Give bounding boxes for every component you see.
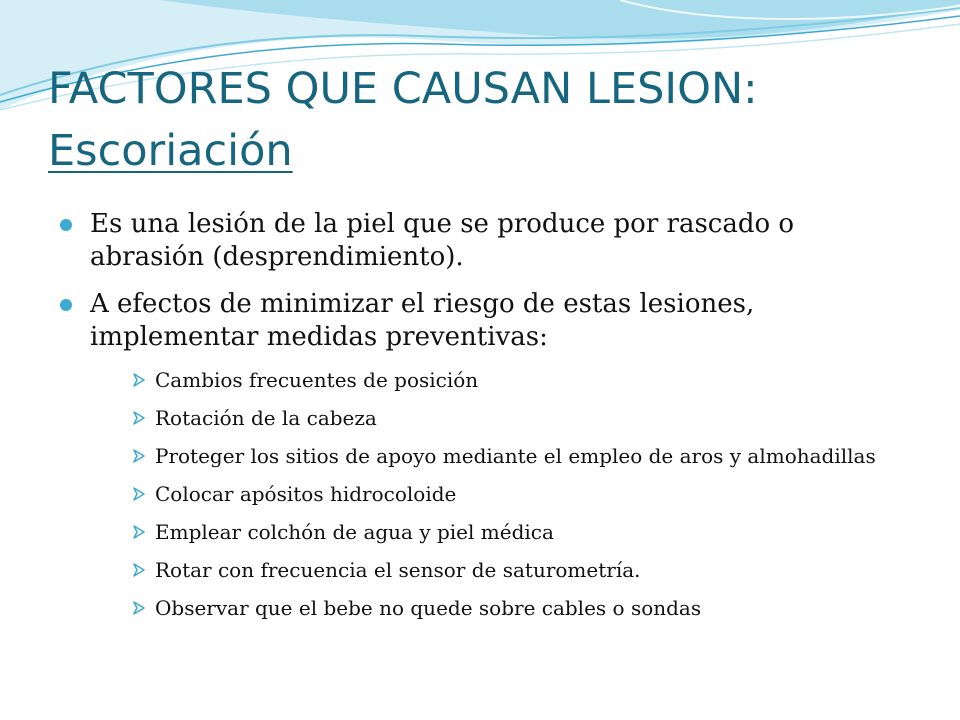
- sub-bullet-item: [60, 482, 890, 506]
- sub-bullet-text: Rotación de la cabeza: [155, 406, 377, 430]
- bullet-dot-icon: [60, 299, 72, 311]
- arrowhead-icon: [132, 601, 146, 615]
- arrowhead-icon: [132, 525, 146, 539]
- slide-content: [60, 208, 890, 634]
- sub-bullet-list: [60, 368, 890, 620]
- title-line-1: FACTORES QUE CAUSAN LESION:: [48, 64, 758, 114]
- sub-bullet-text: Rotar con frecuencia el sensor de saturometría.: [155, 558, 641, 582]
- sub-bullet-text: Colocar apósitos hidrocoloide: [155, 482, 457, 506]
- sub-bullet-text: Proteger los sitios de apoyo mediante el empleo de aros y almohadillas: [155, 444, 876, 468]
- sub-bullet-item: [60, 368, 890, 392]
- bullet-text: A efectos de minimizar el riesgo de estas lesiones, implementar medidas preventivas:: [90, 289, 755, 352]
- arrowhead-icon: [132, 411, 146, 425]
- bullet-text: Es una lesión de la piel que se produce por rascado o abrasión (desprendimiento).: [90, 209, 795, 272]
- sub-bullet-text: Emplear colchón de agua y piel médica: [155, 520, 554, 544]
- bullet-item: [60, 288, 890, 354]
- sub-bullet-text: Cambios frecuentes de posición: [155, 368, 479, 392]
- slide-title: [48, 58, 928, 182]
- sub-bullet-item: [60, 558, 890, 582]
- arrowhead-icon: [132, 373, 146, 387]
- bullet-dot-icon: [60, 219, 72, 231]
- arrowhead-icon: [132, 449, 146, 463]
- arrowhead-icon: [132, 563, 146, 577]
- title-line-2-link[interactable]: Escoriación: [48, 126, 293, 176]
- sub-bullet-item: [60, 596, 890, 620]
- sub-bullet-item: [60, 406, 890, 430]
- arrowhead-icon: [132, 487, 146, 501]
- sub-bullet-text: Observar que el bebe no quede sobre cables o sondas: [155, 596, 702, 620]
- sub-bullet-item: [60, 444, 890, 468]
- sub-bullet-item: [60, 520, 890, 544]
- bullet-item: [60, 208, 890, 274]
